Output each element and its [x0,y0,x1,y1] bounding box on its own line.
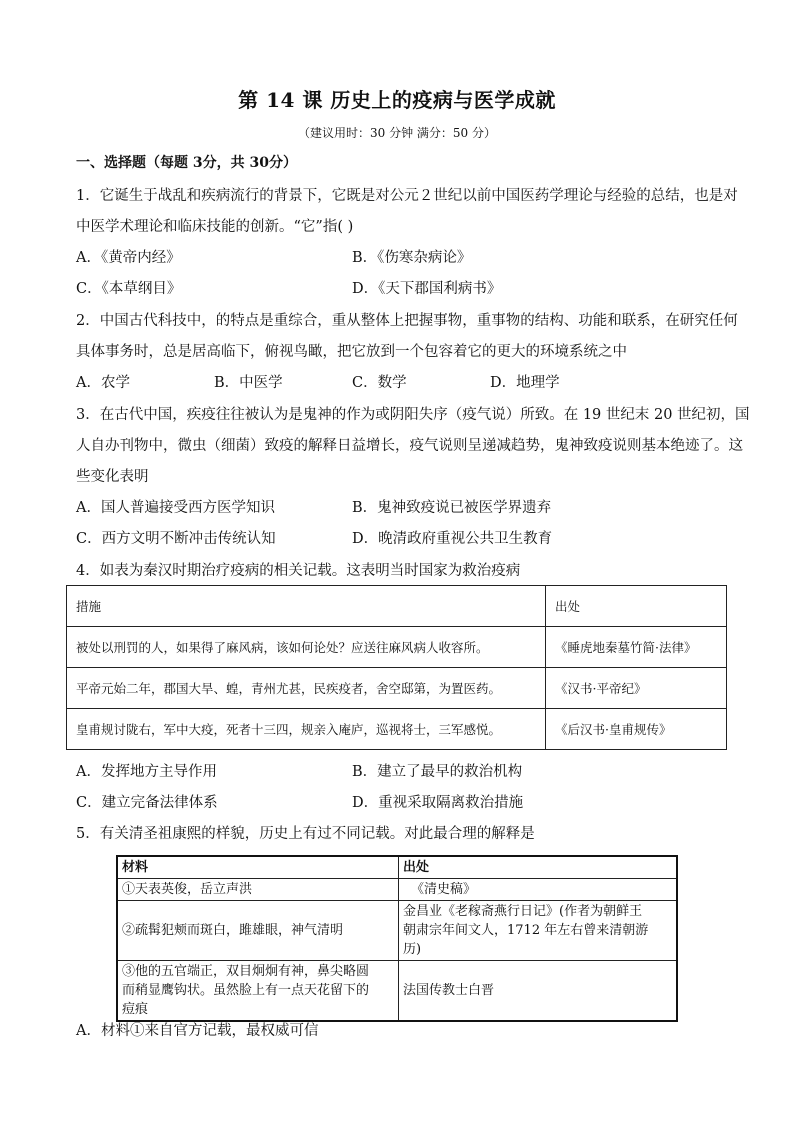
cell-text-line: 痘痕 [122,1002,149,1017]
table-header-cell: 措施 [67,586,546,627]
table-cell [117,901,399,961]
q1-option-c: C．《本草纲目》 [76,281,182,297]
table-cell: 被处以刑罚的人，如果得了麻风病，该如何论处？应送往麻风病人收容所。 [67,627,546,668]
cell-text-line: 《清史稿》 [411,882,477,897]
q1-option-b: B．《伤寒杂病论》 [352,250,472,266]
q2-stem-line2: 具体事务时，总是居高临下，俯视鸟瞰，把它放到一个包容着它的更大的环境系统之中 [76,344,627,360]
table-row [117,879,677,901]
cell-text-line: 历) [403,942,422,957]
cell-text-line: ②疏髯犯颊而斑白，雎雄眼，神气清明 [122,923,344,938]
page-title: 第 14 课 历史上的疫病与医学成就 [238,88,556,112]
q4-option-a: A．发挥地方主导作用 [76,764,217,780]
q1-stem-line1: 1．它诞生于战乱和疾病流行的背景下，它既是对公元２世纪以前中国医药学理论与经验的总结，也是对 [76,188,738,204]
q2-option-a: A．农学 [76,375,130,391]
table-header-row [117,856,677,879]
table-header-cell: 材料 [117,856,399,879]
q1-option-d: D．《天下郡国利病书》 [352,281,502,297]
table-cell: 《后汉书·皇甫规传》 [546,709,727,750]
q3-stem-line2: 人自办刊物中，微虫（细菌）致疫的解释日益增长，疫气说则呈递减趋势，鬼神致疫说则基本绝迹了。这 [76,438,743,454]
q3-option-a: A．国人普遍接受西方医学知识 [76,500,275,516]
table-cell [117,961,399,1022]
cell-text-line: 而稍显鹰钩状。虽然脸上有一点天花留下的 [122,983,370,998]
q2-option-b: B．中医学 [214,375,283,391]
table-row [67,709,727,750]
q4-option-b: B．建立了最早的救治机构 [352,764,523,780]
q2-option-c: C．数学 [352,375,407,391]
cell-text-line: 金昌业《老稼斋燕行日记》(作者为朝鲜王 [403,904,643,919]
table-cell: 平帝元始二年，郡国大旱、蝗，青州尤甚，民疾疫者，舍空邸第，为置医药。 [67,668,546,709]
table-row [67,627,727,668]
q3-option-c: C．西方文明不断冲击传统认知 [76,531,276,547]
table-row [117,901,677,961]
table-row [67,668,727,709]
table-cell [399,879,678,901]
q4-stem-line1: 4．如表为秦汉时期治疗疫病的相关记载。这表明当时国家为救治疫病 [76,563,521,579]
q5-option-a: A．材料①来自官方记载，最权威可信 [76,1023,319,1039]
q4-option-d: D．重视采取隔离救治措施 [352,795,524,811]
table-cell: 《汉书·平帝纪》 [546,668,727,709]
table-cell [399,961,678,1022]
table-cell [117,879,399,901]
table-header-row [67,586,727,627]
q1-stem-line2: 中医学术理论和临床技能的创新。“它”指( ) [76,219,354,235]
q3-option-d: D．晚清政府重视公共卫生教育 [352,531,553,547]
q3-stem-line3: 些变化表明 [76,469,149,485]
table-row [117,961,677,1022]
q4-option-c: C．建立完备法律体系 [76,795,218,811]
cell-text-line: ①天表英俊，岳立声洪 [122,882,253,897]
cell-text-line: 法国传教士白晋 [403,983,495,998]
table-cell: 皇甫规讨陇右，军中大疫，死者十三四，规亲入庵庐，巡视将士，三军感悦。 [67,709,546,750]
table-cell: 《睡虎地秦墓竹简·法律》 [546,627,727,668]
q5-stem-line1: 5．有关清圣祖康熙的样貌，历史上有过不同记载。对此最合理的解释是 [76,826,535,842]
cell-text-line: 朝肃宗年间文人，1712 年左右曾来清朝游 [403,923,649,938]
q1-option-a: A．《黄帝内经》 [76,250,181,266]
q4-records-table [66,585,727,750]
q2-option-d: D．地理学 [490,375,560,391]
q2-stem-line1: 2．中国古代科技中，的特点是重综合，重从整体上把握事物，重事物的结构、功能和联系，在研究任何 [76,313,738,329]
cell-text-line: ③他的五官端正，双目炯炯有神，鼻尖略圆 [122,964,370,979]
q3-option-b: B．鬼神致疫说已被医学界遗弃 [352,500,552,516]
q5-materials-table [116,855,678,1022]
table-header-cell: 出处 [399,856,678,879]
table-cell [399,901,678,961]
section-heading: 一、选择题（每题 3分，共 30分） [76,155,297,171]
q3-stem-line1: 3．在古代中国，疾疫往往被认为是鬼神的作为或阴阳失序（疫气说）所致。在 19 世纪末 20 世纪初，国 [76,407,750,423]
table-header-cell: 出处 [546,586,727,627]
page-subtitle: （建议用时：30 分钟 满分：50 分） [298,126,496,140]
